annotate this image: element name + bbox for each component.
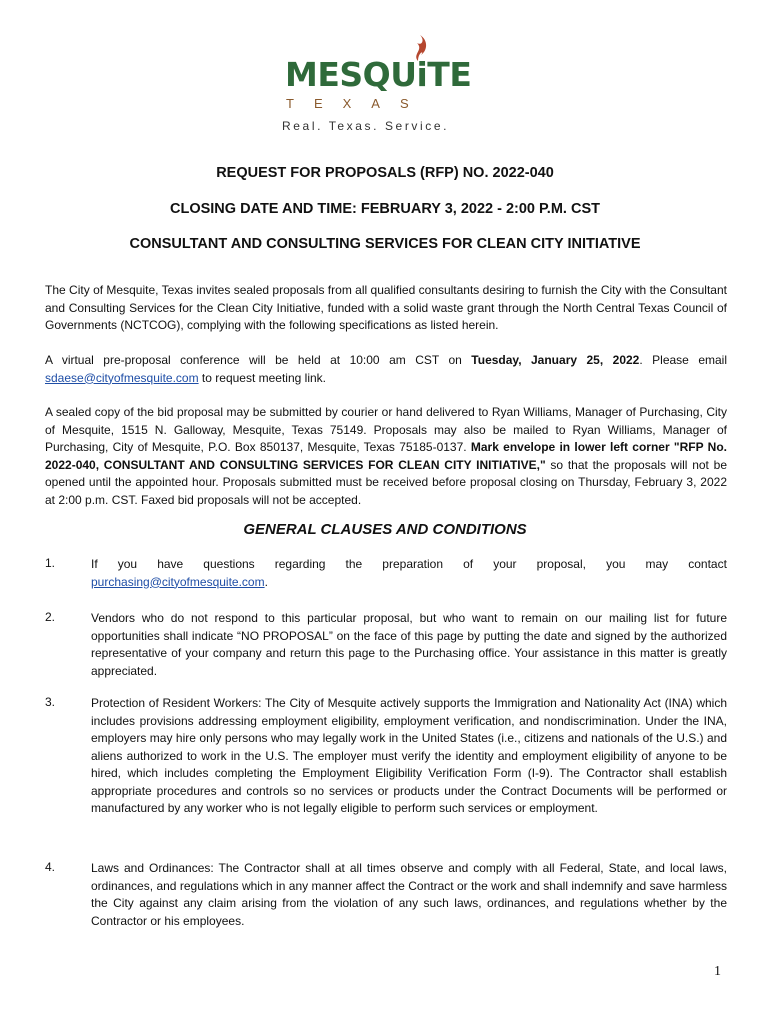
clause-number: 1.: [45, 556, 56, 570]
submission-text-2: so that the proposals will not be opened until the appointed hour. Proposals submitted must be received before proposal closing on Thursday, February 3, 2022 at 2:00 p.m. CST. Faxed bid proposals will not be accepted.: [45, 457, 727, 507]
word: may: [645, 557, 669, 571]
word: of: [463, 557, 474, 571]
clause-4: Laws and Ordinances: The Contractor shall at all times observe and comply with all Federal, State, and local laws, ordinances, and regulations which in any manner affect the Contract or the work and shall indemnify and save harmless the City against any claim arising from the violation of any such laws, ordinances, and regulations whether by the Contractor or his employees.: [91, 861, 727, 928]
conference-paragraph: [45, 352, 727, 387]
word: you: [606, 557, 626, 571]
word: proposal,: [536, 557, 586, 571]
conference-text-3: to request meeting link.: [198, 370, 326, 385]
clause-number: 4.: [45, 860, 56, 874]
submission-envelope-instructions: Mark envelope in lower left corner "RFP No. 2022-040, CONSULTANT AND CONSULTING SERVICES FOR CLEAN CITY INITIATIVE,": [45, 440, 727, 472]
subject-title: CONSULTANT AND CONSULTING SERVICES FOR CLEAN CITY INITIATIVE: [129, 236, 641, 252]
conference-date: Tuesday, January 25, 2022: [471, 353, 640, 367]
clause-1-line-2: [91, 574, 727, 592]
submission-text: A sealed copy of the bid proposal may be submitted by courier or hand delivered to Ryan Williams, Manager of Purchasing, City of Mesquite, 1515 N. Galloway, Mesquite, Texas 75149. Proposals may also be mailed to Ryan Williams, Manager of Purchasing, City of Mesquite, P.O. Box 850137, Mesquite, Texas 75185-0137.: [45, 405, 727, 454]
clause-number: 3.: [45, 695, 56, 709]
rfp-title: REQUEST FOR PROPOSALS (RFP) NO. 2022-040: [216, 165, 554, 181]
mesquite-logo: [280, 30, 472, 140]
intro-paragraph: The City of Mesquite, Texas invites sealed proposals from all qualified consultants desiring to furnish the City with the Consultant and Consulting Services for the Clean City Initiative, funded with a solid waste grant through the North Central Texas Council of Governments (NCTCOG), complying with the following specifications as listed herein.: [45, 283, 727, 332]
page-number: 1: [714, 964, 721, 979]
conference-email-link[interactable]: sdaese@cityofmesquite.com: [45, 370, 199, 385]
word: If: [91, 557, 98, 571]
word: questions: [203, 557, 255, 571]
logo-tagline: Real. Texas. Service.: [282, 119, 450, 133]
submission-paragraph: [45, 404, 727, 509]
clause-1-end: .: [264, 574, 268, 589]
clause-2: Vendors who do not respond to this particular proposal, but who want to remain on our mailing list for future opportunities shall indicate “NO PROPOSAL” on the face of this page by putting the date and signed by the authorized representative of your company and return this page to the Purchasing office. Your assistance in this matter is greatly appreciated.: [91, 611, 727, 678]
word: preparation: [382, 557, 444, 571]
conference-text-2: . Please email: [639, 353, 728, 367]
clause-number: 2.: [45, 610, 56, 624]
clause-3: Protection of Resident Workers: The City of Mesquite actively supports the Immigration and Nationality Act (INA) which includes provisions addressing employment eligibility, employment verification, and nondiscrimination. Under the INA, employers may hire only persons who may legally work in the United States (i.e., citizens and nationals of the U.S.) and aliens authorized to work in the U.S. The employer must verify the identity and employment eligibility of anyone to be hired, which includes completing the Employment Eligibility Verification Form (I-9). The Contractor shall establish appropriate procedures and controls so no services or products under the Contract Documents will be performed or manufactured by any worker who is not legally eligible to perform such services or employment.: [91, 696, 727, 815]
section-heading: GENERAL CLAUSES AND CONDITIONS: [243, 521, 527, 538]
logo-wordmark: MESQUiTE: [285, 55, 472, 94]
clause-1: [91, 556, 727, 591]
closing-date-title: CLOSING DATE AND TIME: FEBRUARY 3, 2022 - 2:00 P.M. CST: [170, 201, 600, 217]
clause-1-line: [91, 556, 727, 574]
word: contact: [688, 557, 727, 571]
word: regarding: [274, 557, 326, 571]
word: you: [117, 557, 138, 571]
word: the: [345, 557, 363, 571]
conference-text: A virtual pre-proposal conference will be held at 10:00 am CST on: [45, 353, 472, 367]
word: have: [157, 557, 184, 571]
purchasing-email-link[interactable]: purchasing@cityofmesquite.com: [91, 574, 265, 589]
logo-state: TEXAS: [286, 96, 429, 111]
word: your: [493, 557, 517, 571]
